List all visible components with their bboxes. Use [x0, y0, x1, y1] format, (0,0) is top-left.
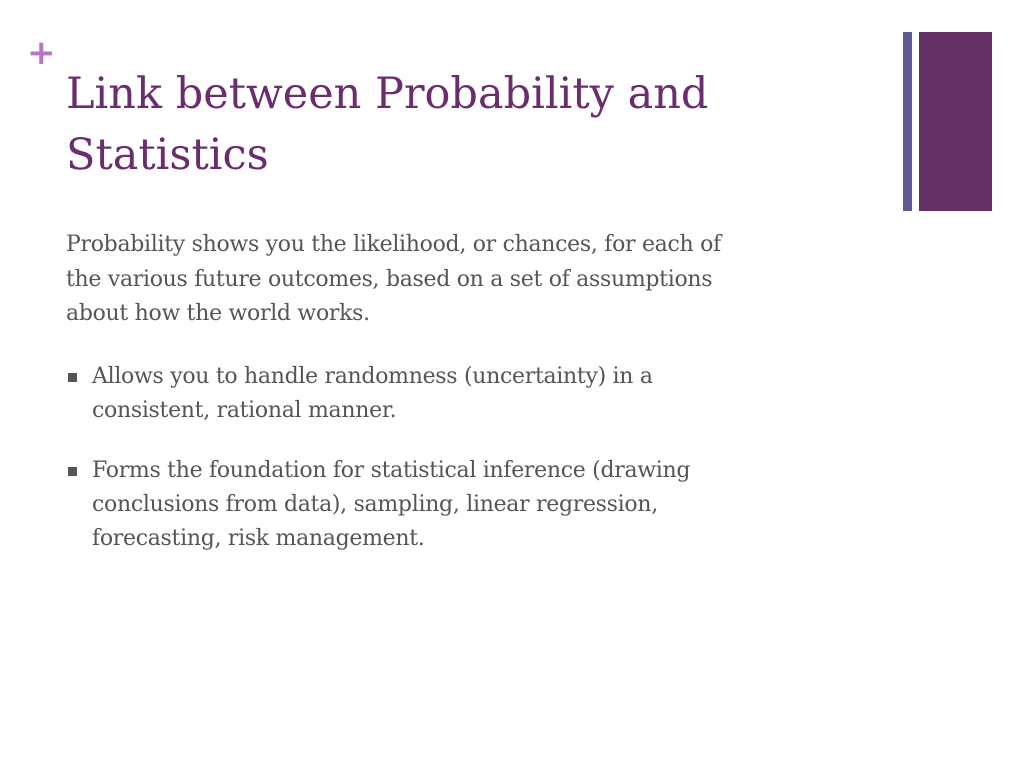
- square-bullet-icon: [68, 373, 77, 382]
- accent-bar-thin: [903, 32, 912, 211]
- intro-line: the various future outcomes, based on a set of assumptions: [66, 266, 713, 292]
- bullet-text: [92, 360, 846, 428]
- slide-title-line: Link between Probability and: [66, 69, 709, 119]
- bullet-line: Allows you to handle randomness (uncertainty) in a: [92, 364, 653, 389]
- intro-line: about how the world works.: [66, 301, 370, 326]
- intro-paragraph: [66, 228, 866, 332]
- intro-line: Probability shows you the likelihood, or chances, for each of: [66, 232, 721, 257]
- bullet-item: [66, 360, 846, 428]
- bullet-text: [92, 454, 846, 556]
- slide-title-line: Statistics: [66, 130, 269, 180]
- slide-title: [66, 64, 886, 186]
- plus-icon: +: [27, 33, 56, 73]
- bullet-line: forecasting, risk management.: [92, 526, 425, 551]
- accent-bar-thick: [919, 32, 992, 211]
- bullet-line: Forms the foundation for statistical inference (drawing: [92, 458, 691, 483]
- bullet-line: consistent, rational manner.: [92, 398, 397, 423]
- bullet-list: [66, 360, 846, 582]
- bullet-line: conclusions from data), sampling, linear regression,: [92, 492, 658, 517]
- bullet-item: [66, 454, 846, 556]
- square-bullet-icon: [68, 467, 77, 476]
